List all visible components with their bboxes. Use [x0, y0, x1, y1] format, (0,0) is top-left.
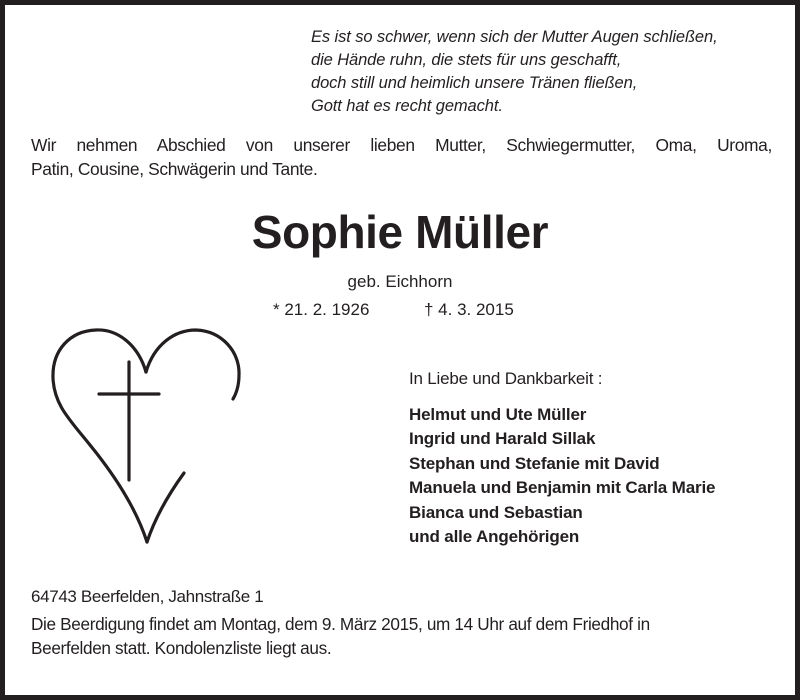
- intro-line: Patin, Cousine, Schwägerin und Tante.: [31, 158, 318, 179]
- intro-line: Wir nehmen Abschied von unserer lieben Mutter, Schwiegermutter, Oma, Uroma,: [31, 135, 772, 155]
- mourner-entry: Ingrid und Harald Sillak: [409, 429, 596, 449]
- mourner-entry: Bianca und Sebastian: [409, 502, 583, 522]
- maiden-name: geb. Eichhorn: [347, 272, 453, 291]
- poem-line: Es ist so schwer, wenn sich der Mutter Augen schließen,: [311, 28, 718, 46]
- mourners-list: [409, 403, 715, 549]
- thanks-label: In Liebe und Dankbarkeit :: [409, 369, 603, 388]
- poem-line: die Hände ruhn, die stets für uns geschafft,: [311, 51, 622, 69]
- poem-line: doch still und heimlich unsere Tränen fließen,: [311, 74, 638, 92]
- address: 64743 Beerfelden, Jahnstraße 1: [31, 587, 264, 606]
- mourner-entry: Stephan und Stefanie mit David: [409, 453, 660, 473]
- poem-line: Gott hat es recht gemacht.: [311, 97, 503, 115]
- funeral-line: Die Beerdigung findet am Montag, dem 9. März 2015, um 14 Uhr auf dem Friedhof in: [31, 614, 650, 634]
- mourner-entry: Manuela und Benjamin mit Carla Marie: [409, 478, 716, 498]
- funeral-line: Beerfelden statt. Kondolenzliste liegt aus.: [31, 638, 332, 658]
- deceased-name: Sophie Müller: [251, 206, 549, 258]
- mourner-entry: und alle Angehörigen: [409, 527, 580, 547]
- birth-date: * 21. 2. 1926: [273, 300, 370, 319]
- death-date: † 4. 3. 2015: [424, 300, 514, 319]
- funeral-info: [31, 612, 776, 660]
- mourner-entry: Helmut und Ute Müller: [409, 405, 587, 424]
